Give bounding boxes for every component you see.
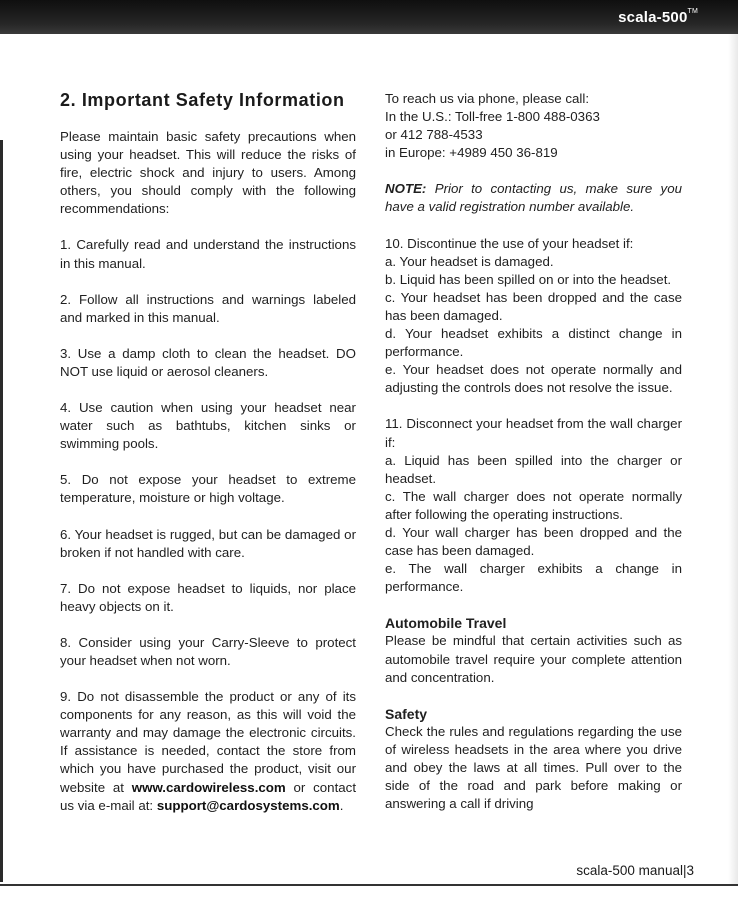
header-bar	[0, 0, 738, 34]
note-text: Prior to contacting us, make sure you have a valid registration number available.	[385, 181, 682, 215]
item-10-sub: d. Your headset exhibits a distinct change in performance.	[385, 326, 682, 360]
note-label: NOTE:	[385, 181, 427, 197]
brand-name: scala-500™	[618, 8, 698, 26]
page-binding-edge	[0, 140, 3, 882]
safety-item-7: 7. Do not expose headset to liquids, nor place heavy objects on it.	[60, 580, 356, 614]
safety-item-8: 8. Consider using your Carry-Sleeve to protect your headset when not worn.	[60, 634, 356, 668]
trademark-mark: TM	[687, 8, 698, 15]
safety-item-6: 6. Your headset is rugged, but can be damaged or broken if not handled with care.	[60, 526, 356, 560]
phone-line: To reach us via phone, please call:	[385, 91, 590, 106]
item-11-heading: 11. Disconnect your headset from the wall charger if:	[385, 416, 682, 450]
page-edge-shadow	[728, 34, 738, 884]
item-10-sub: b. Liquid has been spilled on or into the headset.	[385, 271, 672, 287]
safety-item-9: 9. Do not disassemble the product or any of its components for any reason, as this will void the warranty and may damage the electronic circuits. If assistance is needed, contact the store from which you have purchased the product, visit our website at www.cardowireless.com or contact us via e-mail at: support@cardosystems.com.	[60, 689, 357, 813]
item-11-sub: a. Liquid has been spilled into the charger or headset.	[385, 452, 682, 486]
automobile-travel-heading: Automobile Travel	[385, 615, 507, 632]
phone-line: in Europe: +4989 450 36-819	[385, 145, 558, 161]
bottom-rule	[0, 884, 738, 886]
item-11-sub: c. The wall charger does not operate normally after following the operating instructions.	[385, 488, 682, 522]
safety-item-3: 3. Use a damp cloth to clean the headset. DO NOT use liquid or aerosol cleaners.	[60, 345, 356, 379]
phone-line: In the U.S.: Toll-free 1-800 488-0363	[385, 109, 600, 125]
note	[385, 180, 682, 216]
item-10-sub: a. Your headset is damaged.	[385, 253, 554, 269]
footer-separator: |	[682, 863, 687, 878]
section-title: 2. Important Safety Information	[60, 90, 345, 110]
item-10-sub: e. Your headset does not operate normally and adjusting the controls does not resolve the issue.	[385, 362, 682, 396]
safety-item-2: 2. Follow all instructions and warnings labeled and marked in this manual.	[60, 291, 356, 325]
page-footer	[576, 863, 694, 878]
intro-paragraph: Please maintain basic safety precautions when using your headset. This will reduce the risks of fire, electric shock and injury to users. Among others, you should comply with the following recommendations:	[60, 129, 356, 217]
automobile-travel-text: Please be mindful that certain activities such as automobile travel require your complete attention and concentration.	[385, 633, 682, 685]
left-column	[60, 90, 356, 815]
support-email-link[interactable]: support@cardosystems.com	[156, 797, 340, 813]
safety-item-5: 5. Do not expose your headset to extreme temperature, moisture or high voltage.	[60, 472, 356, 506]
page-number: 3	[686, 863, 694, 878]
item-11-sub: d. Your wall charger has been dropped and the case has been damaged.	[385, 524, 682, 559]
item-10-heading: 10. Discontinue the use of your headset if:	[385, 235, 634, 251]
safety-heading: Safety	[385, 705, 428, 722]
website-link[interactable]: www.cardowireless.com	[131, 779, 286, 795]
safety-item-1: 1. Carefully read and understand the instructions in this manual.	[60, 237, 356, 271]
footer-title: scala-500 manual	[576, 863, 683, 878]
safety-item-4: 4. Use caution when using your headset near water such as bathtubs, kitchen sinks or swimming pools.	[60, 400, 356, 452]
right-column	[385, 90, 682, 813]
item-11-sub: e. The wall charger exhibits a change in performance.	[385, 561, 682, 595]
phone-line: or 412 788-4533	[385, 127, 483, 143]
safety-text: Check the rules and regulations regarding the use of wireless headsets in the area where you drive and obey the laws at all times. Pull over to the side of the road and park before making or answering a call if driving	[385, 723, 682, 812]
item-10-sub: c. Your headset has been dropped and the case has been damaged.	[385, 289, 682, 323]
